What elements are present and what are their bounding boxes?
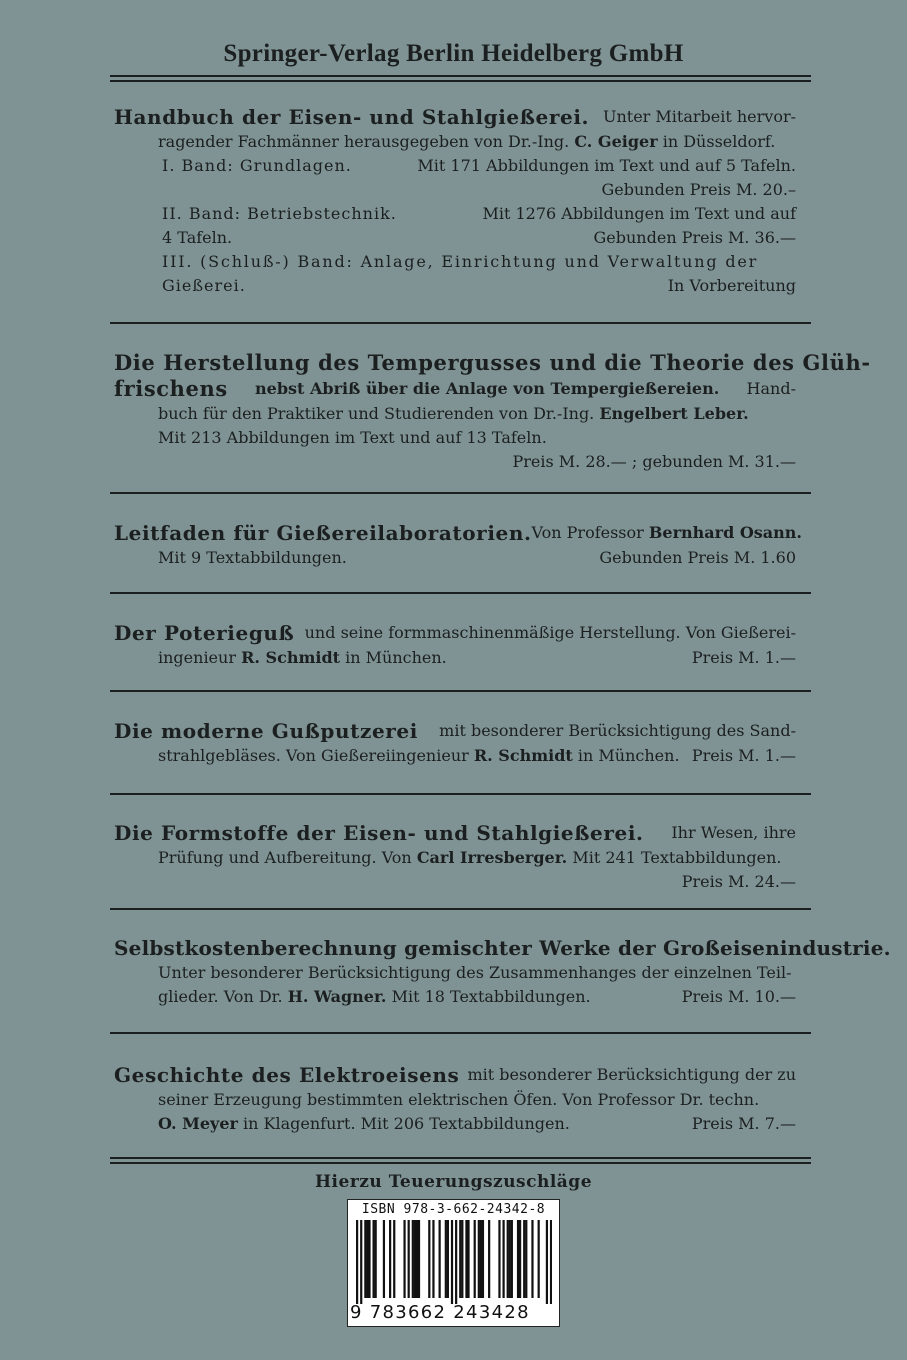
author-name: C. Geiger xyxy=(574,132,658,151)
entry-line xyxy=(114,646,796,670)
barcode-bar xyxy=(364,1220,366,1298)
barcode-bar xyxy=(546,1220,548,1304)
entry-line xyxy=(114,520,802,546)
publisher-name: Springer-Verlag Berlin Heidelberg GmbH xyxy=(223,40,684,67)
barcode-bar xyxy=(428,1220,430,1298)
book-title: Der Poterieguß xyxy=(114,621,295,645)
barcode-bar xyxy=(393,1220,395,1298)
author-name: H. Wagner. xyxy=(287,987,387,1006)
barcode-bar xyxy=(360,1220,362,1304)
entry-line xyxy=(114,744,796,768)
section-rule xyxy=(110,908,811,910)
entry-line xyxy=(114,1112,796,1136)
entry-line xyxy=(114,450,796,474)
entry-text: buch für den Praktiker und Studierenden von Dr.-Ing. xyxy=(158,404,595,423)
book-title: Die moderne Gußputzerei xyxy=(114,719,418,743)
entry-line xyxy=(114,104,796,130)
barcode-bar xyxy=(525,1220,527,1298)
barcode-bar xyxy=(519,1220,521,1298)
book-entry-elektroeisen xyxy=(114,1062,796,1136)
entry-line xyxy=(114,820,796,846)
barcode-bar xyxy=(451,1220,453,1304)
volume-label: I. Band: Grundlagen. xyxy=(162,156,352,175)
entry-text: Von Professor xyxy=(531,523,644,542)
surcharge-note: Hierzu Teuerungszuschläge xyxy=(314,1172,593,1192)
barcode-bar xyxy=(356,1220,358,1304)
entry-line xyxy=(114,178,796,202)
barcode-bar xyxy=(517,1220,519,1298)
entry-text: in Düsseldorf. xyxy=(662,132,776,151)
book-entry-temperguss xyxy=(114,350,871,474)
entry-text: Mit 1276 Abbildungen im Text und auf xyxy=(482,204,796,223)
entry-text: Ihr Wesen, ihre xyxy=(671,823,796,842)
barcode-bar xyxy=(488,1220,490,1298)
section-rule xyxy=(110,322,811,324)
entry-line xyxy=(114,154,796,178)
price: Preis M. 1.— xyxy=(691,648,796,667)
entry-line xyxy=(114,402,796,426)
barcode-bar xyxy=(480,1220,482,1298)
price: Preis M. 24.— xyxy=(681,872,796,891)
author-name: R. Schmidt xyxy=(241,648,341,667)
entry-text: 4 Tafeln. xyxy=(162,228,233,247)
barcode-bar xyxy=(482,1220,484,1298)
barcode-bar xyxy=(366,1220,368,1298)
barcode-bar xyxy=(455,1220,457,1304)
entry-line xyxy=(114,620,796,646)
entry-text: in München. xyxy=(577,746,680,765)
entry-text: Mit 171 Abbildungen im Text und auf 5 Tafeln. xyxy=(417,156,796,175)
book-entry-selbstkosten xyxy=(114,935,891,1009)
barcode-bar xyxy=(531,1220,533,1298)
barcode-bar xyxy=(502,1220,504,1298)
price: Gebunden Preis M. 1.60 xyxy=(599,548,796,567)
book-entry-gussputzerei xyxy=(114,718,796,768)
entry-line xyxy=(114,1062,796,1088)
book-title: Handbuch der Eisen- und Stahlgießerei. xyxy=(114,105,590,129)
barcode-bar xyxy=(467,1220,469,1298)
price: Preis M. 28.— ; gebunden M. 31.— xyxy=(512,452,796,471)
ean-number: 9 783662 243428 xyxy=(350,1302,530,1323)
barcode-image xyxy=(356,1220,552,1304)
entry-text: Mit 241 Textabbildungen. xyxy=(572,848,782,867)
entry-text: Mit 9 Textabbildungen. xyxy=(158,548,347,567)
entry-text: Unter Mitarbeit hervor- xyxy=(602,107,796,126)
barcode-bar xyxy=(498,1220,500,1298)
barcode-bar xyxy=(445,1220,447,1298)
entry-text: ingenieur xyxy=(158,648,236,667)
barcode-bar xyxy=(511,1220,513,1298)
entry-line xyxy=(114,961,796,985)
volume-label: III. (Schluß-) Band: Anlage, Einrichtung und Verwaltung der xyxy=(162,252,759,271)
barcode-bar xyxy=(507,1220,509,1298)
entry-text: ragender Fachmänner herausgegeben von Dr.-Ing. xyxy=(158,132,570,151)
price: Preis M. 10.— xyxy=(681,987,796,1006)
price: In Vorbereitung xyxy=(667,276,796,295)
book-entry-poterieguss xyxy=(114,620,796,670)
barcode-bar xyxy=(408,1220,410,1298)
entry-line xyxy=(114,935,891,961)
entry-line xyxy=(114,226,796,250)
entry-line xyxy=(114,350,871,376)
barcode-bar xyxy=(432,1220,434,1298)
entry-line xyxy=(114,376,796,402)
header-rule xyxy=(110,75,811,82)
barcode-bar xyxy=(459,1220,461,1298)
book-entry-formstoffe xyxy=(114,820,796,894)
author-name: Engelbert Leber. xyxy=(599,404,749,423)
entry-line xyxy=(114,985,796,1009)
footer-rule xyxy=(110,1157,811,1164)
book-subtitle: nebst Abriß über die Anlage von Tempergießereien. xyxy=(255,379,720,398)
entry-line xyxy=(114,546,796,570)
barcode-bar xyxy=(412,1220,414,1298)
barcode-bar xyxy=(461,1220,463,1298)
entry-text: Hand- xyxy=(746,379,796,398)
entry-text: mit besonderer Berücksichtigung der zu xyxy=(467,1065,796,1084)
barcode-bar xyxy=(439,1220,441,1298)
barcode-bar xyxy=(478,1220,480,1298)
barcode-bar xyxy=(383,1220,385,1298)
entry-line xyxy=(114,274,796,298)
isbn-label: ISBN 978-3-662-24342-8 xyxy=(361,1202,546,1217)
entry-text: Gießerei. xyxy=(162,276,246,295)
barcode-bar xyxy=(403,1220,405,1298)
author-name: O. Meyer xyxy=(158,1114,238,1133)
entry-line xyxy=(114,718,796,744)
entry-text: Mit 18 Textabbildungen. xyxy=(391,987,591,1006)
section-rule xyxy=(110,492,811,494)
author-name: Carl Irresberger. xyxy=(416,848,568,867)
barcode-bar xyxy=(474,1220,476,1298)
entry-text: mit besonderer Berücksichtigung des Sand- xyxy=(439,721,796,740)
entry-text: und seine formmaschinenmäßige Herstellung. Von Gießerei- xyxy=(304,623,796,642)
entry-line xyxy=(114,202,796,226)
author-name: Bernhard Osann. xyxy=(648,523,802,542)
entry-line xyxy=(114,250,796,274)
barcode-bar xyxy=(465,1220,467,1298)
barcode-bar xyxy=(414,1220,416,1298)
entry-text: strahlgebläses. Von Gießereiingenieur xyxy=(158,746,469,765)
entry-text: in München. xyxy=(345,648,447,667)
barcode-bar xyxy=(416,1220,418,1298)
book-title: Die Herstellung des Tempergusses und die Theorie des Glüh- xyxy=(114,350,871,375)
section-rule xyxy=(110,690,811,692)
book-title: Selbstkostenberechnung gemischter Werke der Großeisenindustrie. xyxy=(114,936,891,960)
barcode-bar xyxy=(509,1220,511,1298)
book-title: Geschichte des Elektroeisens xyxy=(114,1063,460,1087)
section-rule xyxy=(110,592,811,594)
entry-text: seiner Erzeugung bestimmten elektrischen Öfen. Von Professor Dr. techn. xyxy=(158,1090,760,1109)
section-rule xyxy=(110,793,811,795)
entry-line xyxy=(114,870,796,894)
entry-text: Prüfung und Aufbereitung. Von xyxy=(158,848,412,867)
barcode-bar xyxy=(389,1220,391,1298)
isbn-barcode-block xyxy=(347,1199,560,1327)
price: Gebunden Preis M. 20.– xyxy=(601,180,796,199)
entry-line xyxy=(114,846,796,870)
barcode-bar xyxy=(538,1220,540,1298)
barcode-bar xyxy=(375,1220,377,1298)
volume-label: II. Band: Betriebstechnik. xyxy=(162,204,397,223)
barcode-bar xyxy=(550,1220,552,1304)
barcode-bar xyxy=(368,1220,370,1298)
entry-text: glieder. Von Dr. xyxy=(158,987,283,1006)
barcode-bar xyxy=(418,1220,420,1298)
entry-line xyxy=(114,1088,796,1112)
book-entry-leitfaden xyxy=(114,520,802,570)
price: Gebunden Preis M. 36.— xyxy=(593,228,796,247)
book-entry-handbuch xyxy=(114,104,796,298)
price: Preis M. 7.— xyxy=(691,1114,796,1133)
entry-text: Mit 213 Abbildungen im Text und auf 13 Tafeln. xyxy=(158,428,547,447)
book-title: Die Formstoffe der Eisen- und Stahlgießerei. xyxy=(114,821,644,845)
entry-line xyxy=(114,426,796,450)
barcode-bar xyxy=(523,1220,525,1298)
section-rule xyxy=(110,1032,811,1034)
barcode-bar xyxy=(447,1220,449,1298)
book-title: frischens xyxy=(114,376,228,401)
barcode-bar xyxy=(373,1220,375,1298)
entry-text: in Klagenfurt. Mit 206 Textabbildungen. xyxy=(243,1114,570,1133)
entry-line xyxy=(114,130,796,154)
book-title: Leitfaden für Gießereilaboratorien. xyxy=(114,521,532,545)
price: Preis M. 1.— xyxy=(691,746,796,765)
author-name: R. Schmidt xyxy=(473,746,573,765)
entry-text: Unter besonderer Berücksichtigung des Zusammenhanges der einzelnen Teil- xyxy=(158,963,792,982)
